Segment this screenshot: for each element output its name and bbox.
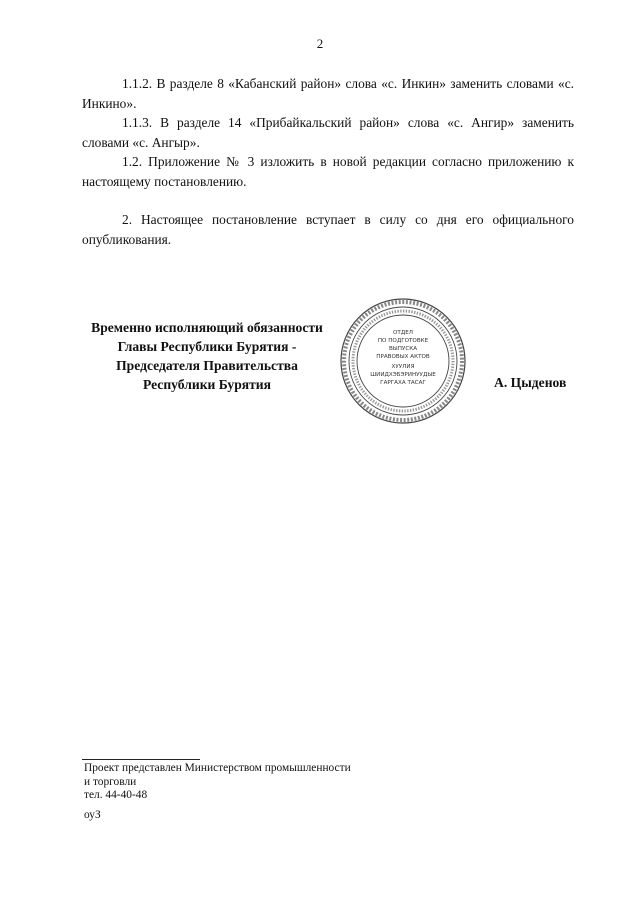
position-line: Временно исполняющий обязанности xyxy=(91,320,323,335)
seal-inner-line: ВЫПУСКА xyxy=(388,346,418,352)
paragraph-1-2: 1.2. Приложение № 3 изложить в новой редакции согласно приложению к настоящему постановлению. xyxy=(82,154,574,189)
page-number: 2 xyxy=(316,36,324,51)
paragraph-1-1-2: 1.1.2. В разделе 8 «Кабанский район» слова «с. Инкин» заменить словами «с. Инкино». xyxy=(82,76,574,111)
seal-inner-line: ХУУЛИЯ xyxy=(391,364,415,370)
project-note xyxy=(84,762,424,803)
signatory-name: А. Цыденов xyxy=(494,375,567,390)
official-seal xyxy=(338,296,468,426)
seal-inner-line: ПРАВОВЫХ АКТОВ xyxy=(376,354,430,360)
seal-inner-line: ПО ПОДГОТОВКЕ xyxy=(377,338,429,344)
signatory-position xyxy=(72,318,342,394)
position-line: Главы Республики Бурятия - xyxy=(117,339,297,354)
seal-inner-line: ШИИДХЭБЭРИНУУДЫЕ xyxy=(370,372,436,378)
project-note-phone: тел. 44-40-48 xyxy=(84,789,148,801)
position-line: Председателя Правительства xyxy=(116,358,298,373)
paragraph-2: 2. Настоящее постановление вступает в силу со дня его официального опубликования. xyxy=(82,212,574,247)
seal-inner-line: ОТДЕЛ xyxy=(393,330,413,336)
paragraph-1-1-3: 1.1.3. В разделе 14 «Прибайкальский район» слова «с. Ангир» заменить словами «с. Ангыр». xyxy=(82,115,574,150)
seal-inner-line: ГАРГАХА ТАСАГ xyxy=(380,380,426,386)
project-note-line: Проект представлен Министерством промышленности xyxy=(84,762,351,774)
document-body xyxy=(82,74,574,249)
position-line: Республики Бурятия xyxy=(142,377,271,392)
executor-code: оуЗ xyxy=(84,809,101,821)
project-note-line: и торговли xyxy=(84,775,137,788)
footnote-divider xyxy=(82,759,200,760)
